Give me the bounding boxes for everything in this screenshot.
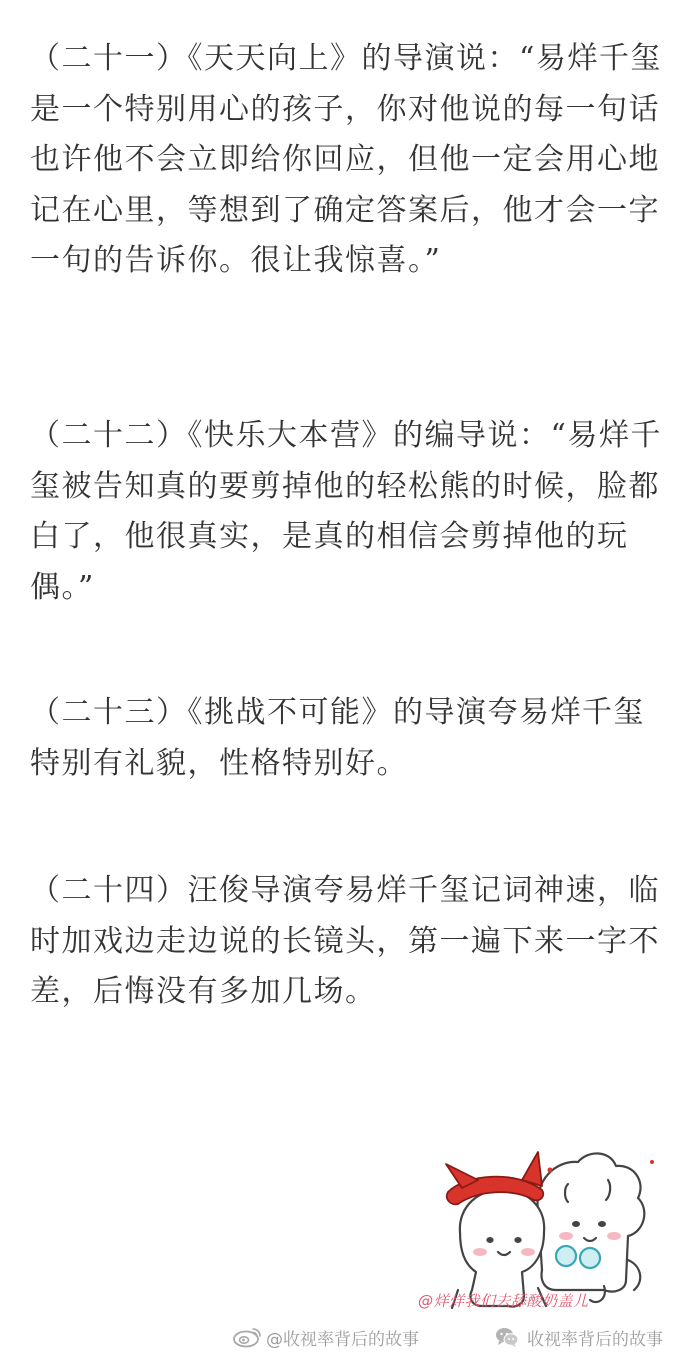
dog-character-illustration (538, 1153, 645, 1302)
weibo-eye-icon (232, 1326, 262, 1348)
paragraph-24: （二十四）汪俊导演夸易烊千玺记词神速，临时加戏边走边说的长镜头，第一遍下来一字不差，后悔没有多加几场。 (30, 873, 660, 1009)
paragraph-23: （二十三）《挑战不可能》的导演夸易烊千玺特别有礼貌，性格特别好。 (30, 695, 645, 781)
paragraph-22: （二十二）《快乐大本营》的编导说：“易烊千玺被告知真的要剪掉他的轻松熊的时候，脸都白了，他很真实，是真的相信会剪掉他的玩偶。” (30, 418, 662, 605)
weibo-watermark-text: @收视率背后的故事 (266, 1329, 419, 1350)
weibo-watermark (232, 1320, 419, 1354)
sticker-caption: @烊烊我们去舔酸奶盖儿 (418, 1292, 589, 1310)
paragraph-21: （二十一）《天天向上》的导演说：“易烊千玺是一个特别用心的孩子，你对他说的每一句话也许他不会立即给你回应，但他一定会用心地记在心里，等想到了确定答案后，他才会一字一句的告诉你。很让我惊喜。” (30, 41, 662, 278)
wechat-watermark (495, 1320, 663, 1354)
wechat-watermark-text: 收视率背后的故事 (527, 1329, 663, 1350)
wechat-icon (495, 1326, 519, 1348)
